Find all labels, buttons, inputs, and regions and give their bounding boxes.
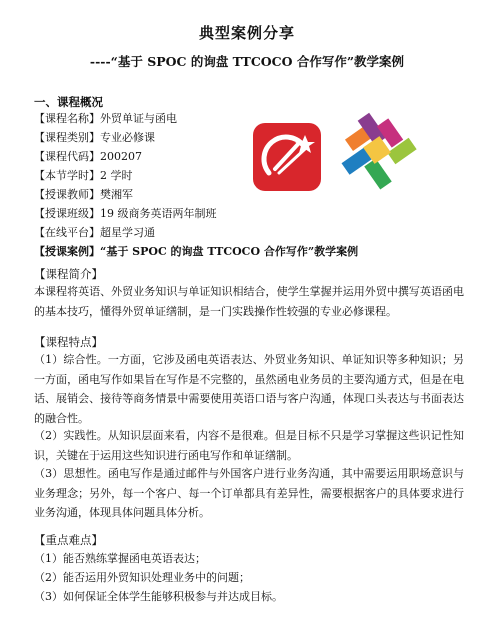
teacher-line: 【授课教师】樊湘军 xyxy=(34,188,133,201)
intro-paragraph: 本课程将英语、外贸业务知识与单证知识相结合，使学生掌握并运用外贸中撰写英语函电的基本技巧，懂得外贸单证缮制，是一门实践操作性较强的专业必修课程。 xyxy=(34,285,464,318)
course-name-line: 【课程名称】外贸单证与函电 xyxy=(34,112,177,125)
section-heading-keypoints: 【重点难点】 xyxy=(34,533,103,547)
platform-line: 【在线平台】超星学习通 xyxy=(34,226,155,239)
document-title: 典型案例分享 xyxy=(198,24,295,42)
chaoxing-app-logo xyxy=(253,123,321,191)
woven-colorful-logo xyxy=(335,110,420,192)
keypoint-1: （1）能否熟练掌握函电英语表达； xyxy=(34,552,206,565)
feature-paragraph-3: （3）思想性。函电写作是通过邮件与外国客户进行业务沟通，其中需要运用职场意识与业务理念；另外，每一个客户、每一个订单都具有差异性，需要根据客户的具体要求进行业务沟通，体现具体问题具体分析。 xyxy=(34,467,464,519)
class-line: 【授课班级】19 级商务英语两年制班 xyxy=(34,207,217,220)
feature-paragraph-1: （1）综合性。一方面，它涉及函电英语表达、外贸业务知识、单证知识等多种知识；另一方面，函电写作如果旨在写作是不完整的，虽然函电业务员的主要沟通方式，但是在电话、展销会、接待等商务情景中需要使用英语口语与客户沟通，体现口头表达与书面表达的融合性。 xyxy=(34,353,464,425)
keypoint-2: （2）能否运用外贸知识处理业务中的问题； xyxy=(34,571,250,584)
section-heading-features: 【课程特点】 xyxy=(34,335,103,349)
class-hours-line: 【本节学时】2 学时 xyxy=(34,169,133,182)
case-line: 【授课案例】“基于 SPOC 的询盘 TTCOCO 合作写作”教学案例 xyxy=(34,245,359,258)
feature-paragraph-2: （2）实践性。从知识层面来看，内容不是很难。但是目标不只是学习掌握这些识记性知识，关键在于运用这些知识进行函电写作和单证缮制。 xyxy=(34,429,464,462)
document-subtitle: ----“基于 SPOC 的询盘 TTCOCO 合作写作”教学案例 xyxy=(89,54,405,69)
section-heading-overview: 一、课程概况 xyxy=(34,95,103,109)
course-code-line: 【课程代码】200207 xyxy=(34,150,142,163)
section-heading-intro: 【课程简介】 xyxy=(34,267,103,281)
course-type-line: 【课程类别】专业必修课 xyxy=(34,131,155,144)
keypoint-3: （3）如何保证全体学生能够积极参与并达成目标。 xyxy=(34,590,283,603)
